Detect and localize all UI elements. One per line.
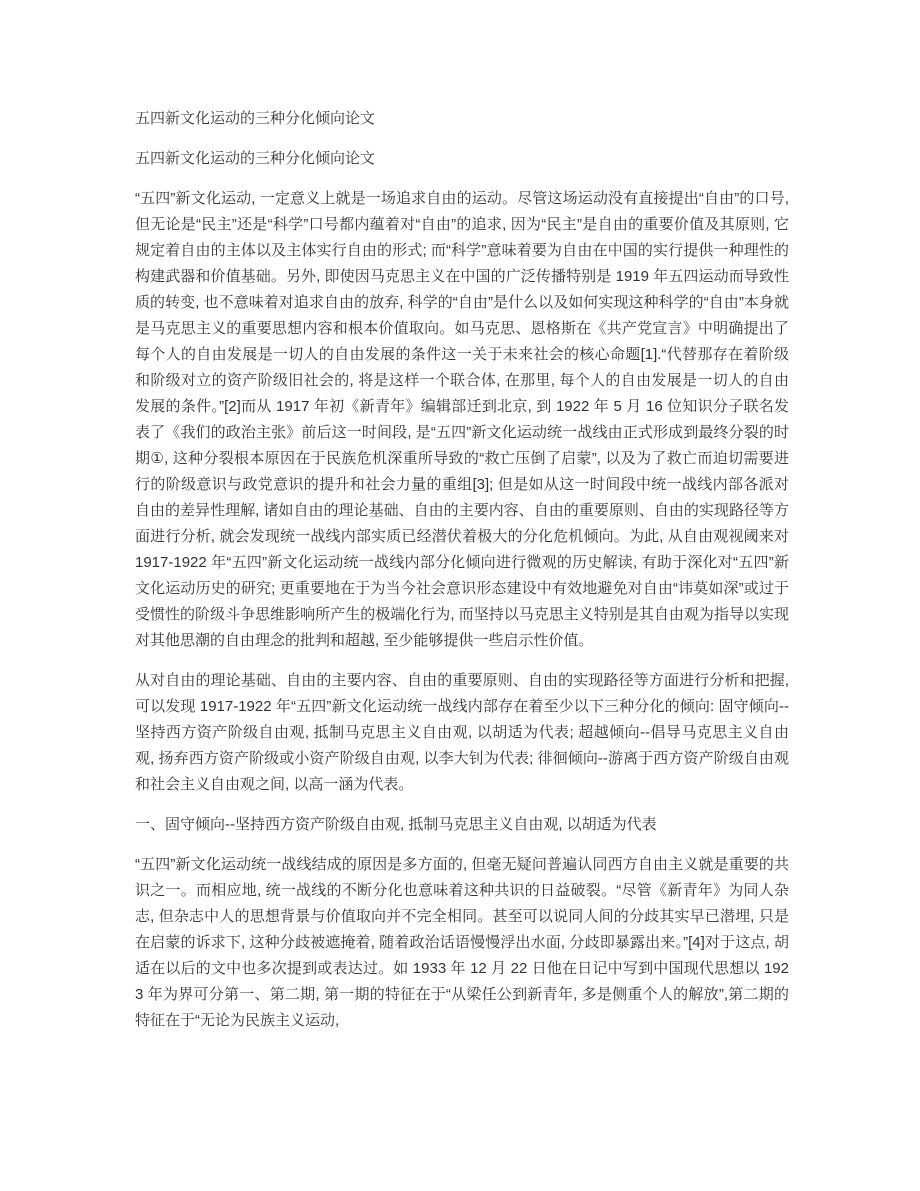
- section-1-heading: 一、固守倾向--坚持西方资产阶级自由观, 抵制马克思主义自由观, 以胡适为代表: [135, 816, 657, 833]
- document-title: 五四新文化运动的三种分化倾向论文: [135, 110, 376, 127]
- intro-paragraph-1: “五四”新文化运动, 一定意义上就是一场追求自由的运动。尽管这场运动没有直接提出“自由”的口号, 但无论是“民主”还是“科学”口号都内蕴着对“自由”的追求, 因为“民主”是自由的重要价值及其原则, 它规定着自由的主体以及主体实行自由的形式; 而“科学”意味着要为自由在中国的实行提供一种理性的构建武器和价值基础。另外, 即使因马克思主义在中国的广泛传播特别是 1919 年五四运动而导致性质的转变, 也不意味着对追求自由的放弃, 科学的“自由”是什么以及如何实现这种科学的“自由”本身就是马克思主义的重要思想内容和根本价值取向。如马克思、恩格斯在《共产党宣言》中明确提出了每个人的自由发展是一切人的自由发展的条件这一关于未来社会的核心命题[1].“代替那存在着阶级和阶级对立的资产阶级旧社会的, 将是这样一个联合体, 在那里, 每个人的自由发展是一切人的自由发展的条件。”[2]而从 1917 年初《新青年》编辑部迁到北京, 到 1922 年 5 月 16 位知识分子联名发表了《我们的政治主张》前后这一时间段, 是“五四”新文化运动统一战线由正式形成到最终分裂的时期①, 这种分裂根本原因在于民族危机深重所导致的“救亡压倒了启蒙”, 以及为了救亡而迫切需要进行的阶级意识与政党意识的提升和社会力量的重组[3]; 但是如从这一时间段中统一战线内部各派对自由的差异性理解, 诸如自由的理论基础、自由的主要内容、自由的重要原则、自由的实现路径等方面进行分析, 就会发现统一战线内部实质已经潜伏着极大的分化危机倾向。为此, 从自由观视阈来对 1917-1922 年“五四”新文化运动统一战线内部分化倾向进行微观的历史解读, 有助于深化对“五四”新文化运动历史的研究; 更重要地在于为当今社会意识形态建设中有效地避免对自由“讳莫如深”或过于受惯性的阶级斗争思维影响所产生的极端化行为, 而坚持以马克思主义特别是其自由观为指导以实现对其他思潮的自由理念的批判和超越, 至少能够提供一些启示性价值。: [135, 190, 789, 649]
- document-title-repeat: 五四新文化运动的三种分化倾向论文: [135, 150, 376, 167]
- document-content: [135, 106, 789, 1048]
- intro-paragraph-2: 从对自由的理论基础、自由的主要内容、自由的重要原则、自由的实现路径等方面进行分析和把握, 可以发现 1917-1922 年“五四”新文化运动统一战线内部存在着至少以下三种分化的倾向: 固守倾向--坚持西方资产阶级自由观, 抵制马克思主义自由观, 以胡适为代表; 超越倾向--倡导马克思主义自由观, 扬弃西方资产阶级或小资产阶级自由观, 以李大钊为代表; 徘徊倾向--游离于西方资产阶级自由观和社会主义自由观之间, 以高一涵为代表。: [135, 672, 789, 793]
- section-1-paragraph-1: “五四”新文化运动统一战线结成的原因是多方面的, 但毫无疑问普遍认同西方自由主义就是重要的共识之一。而相应地, 统一战线的不断分化也意味着这种共识的日益破裂。“尽管《新青年》为同人杂志, 但杂志中人的思想背景与价值取向并不完全相同。甚至可以说同人间的分歧其实早已潜埋, 只是在启蒙的诉求下, 这种分歧被遮掩着, 随着政治话语慢慢浮出水面, 分歧即暴露出来。”[4]对于这点, 胡适在以后的文中也多次提到或表达过。如 1933 年 12 月 22 日他在日记中写到中国现代思想以 1923 年为界可分第一、第二期, 第一期的特征在于“从梁任公到新青年, 多是侧重个人的解放”,第二期的特征在于“无论为民族主义运动,: [135, 856, 789, 1029]
